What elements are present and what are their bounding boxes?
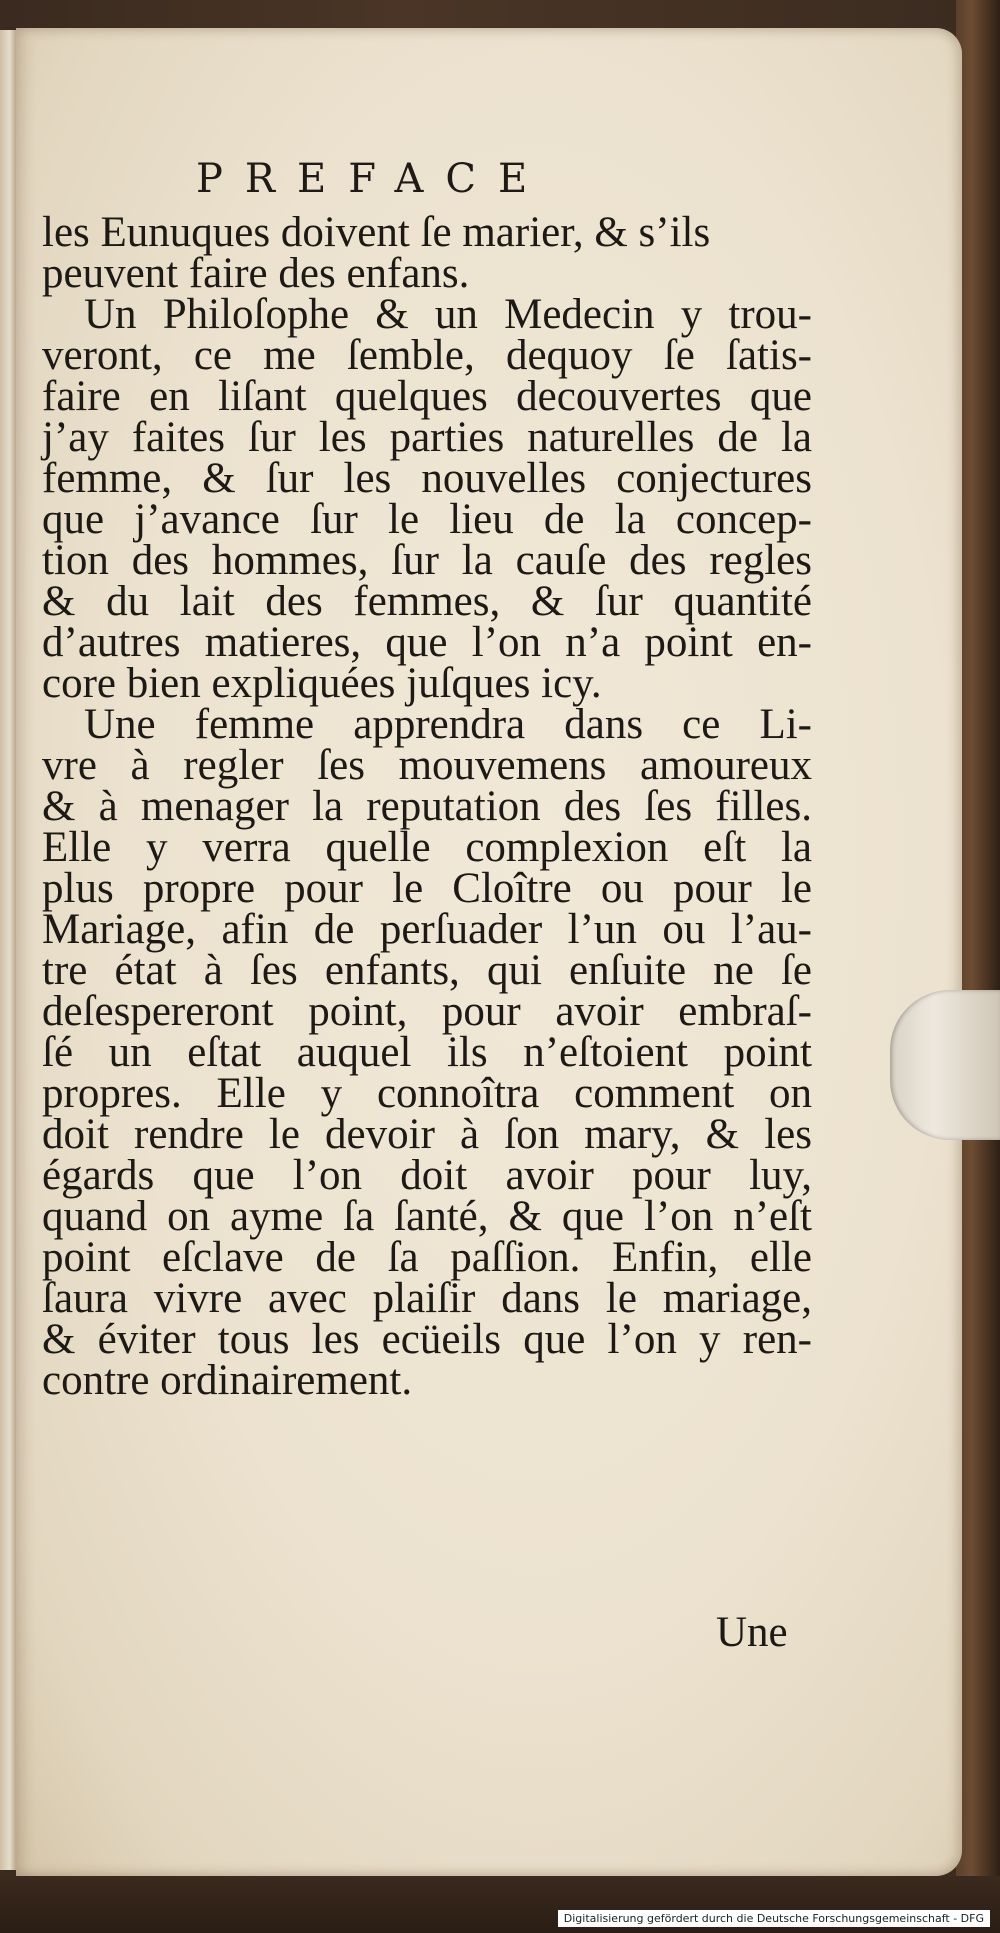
text-line: Elle y verra quelle complexion eſt la bbox=[42, 824, 812, 871]
text-line: core bien expliquées juſques icy. bbox=[42, 660, 602, 707]
text-line: deſespereront point, pour avoir embraſ- bbox=[42, 988, 812, 1035]
text-line: ſaura vivre avec plaiſir dans le mariage, bbox=[42, 1275, 812, 1322]
text-line: Un Philoſophe & un Medecin y trou- bbox=[84, 291, 812, 338]
text-line: les Eunuques doivent ſe marier, & s’ils bbox=[42, 209, 711, 256]
text-line: femme, & ſur les nouvelles conjectures bbox=[42, 455, 812, 502]
text-line: tion des hommes, ſur la cauſe des regles bbox=[42, 537, 812, 584]
scan-bottom-band bbox=[0, 1876, 1000, 1933]
text-line: veront, ce me ſemble, dequoy ſe ſatis- bbox=[42, 332, 812, 379]
text-line: & à menager la reputation des ſes filles. bbox=[42, 783, 812, 830]
text-line: peuvent faire des enfans. bbox=[42, 250, 470, 297]
text-line: & éviter tous les ecüeils que l’on y ren- bbox=[42, 1316, 812, 1363]
page-clip-tab bbox=[890, 990, 1000, 1140]
text-line: tre état à ſes enfants, qui enſuite ne ſe bbox=[42, 947, 812, 994]
text-line: ſé un eſtat auquel ils n’eſtoient point bbox=[42, 1029, 812, 1076]
text-line: & du lait des femmes, & ſur quantité bbox=[42, 578, 812, 625]
text-line: j’ay faites ſur les parties naturelles de la bbox=[42, 414, 812, 461]
text-line: plus propre pour le Cloître ou pour le bbox=[42, 865, 812, 912]
text-line: faire en liſant quelques decouvertes que bbox=[42, 373, 812, 420]
text-line: d’autres matieres, que l’on n’a point en- bbox=[42, 619, 812, 666]
text-line: point eſclave de ſa paſſion. Enfin, elle bbox=[42, 1234, 812, 1281]
running-head: PREFACE bbox=[196, 156, 550, 202]
text-line: doit rendre le devoir à ſon mary, & les bbox=[42, 1111, 812, 1158]
text-line: contre ordinairement. bbox=[42, 1357, 413, 1404]
text-line: vre à regler ſes mouvemens amoureux bbox=[42, 742, 812, 789]
text-line: que j’avance ſur le lieu de la concep- bbox=[42, 496, 812, 543]
text-line: Une femme apprendra dans ce Li- bbox=[84, 701, 812, 748]
book-cover-edge bbox=[956, 0, 1000, 1933]
digitization-credit: Digitalisierung gefördert durch die Deutsche Forschungsgemeinschaft - DFG bbox=[558, 1910, 990, 1927]
text-line: Mariage, afin de perſuader l’un ou l’au- bbox=[42, 906, 812, 953]
text-line: égards que l’on doit avoir pour luy, bbox=[42, 1152, 812, 1199]
text-line: quand on ayme ſa ſanté, & que l’on n’eſt bbox=[42, 1193, 812, 1240]
catchword: Une bbox=[716, 1609, 788, 1656]
book-page bbox=[16, 28, 962, 1876]
text-line: propres. Elle y connoîtra comment on bbox=[42, 1070, 812, 1117]
facing-page-edge bbox=[0, 30, 16, 1870]
